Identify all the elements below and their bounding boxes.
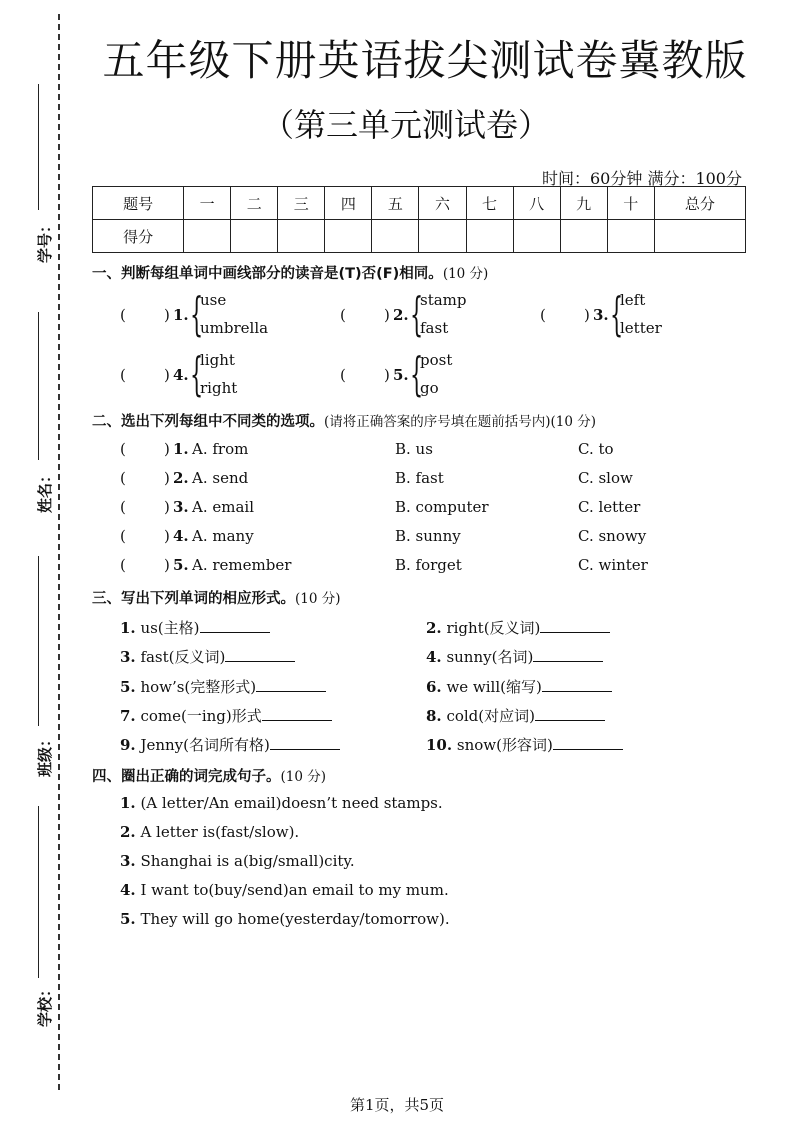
sentence-text: Shanghai is a(big/small)city. [135, 852, 355, 870]
score-cell: 总分 [654, 187, 745, 220]
brace-glyph: { [190, 347, 204, 401]
question-number: 5. [120, 910, 136, 928]
section4-heading [92, 765, 326, 786]
answer-blank[interactable] [270, 735, 340, 750]
section1-heading-text: 一、判断每组单词中画线部分的读音是(T)否(F)相同。 [92, 266, 443, 282]
answer-paren-close: ) [584, 306, 590, 324]
answer-paren-close: ) [384, 306, 390, 324]
word-form-prompt: how’s(完整形式) [135, 678, 257, 696]
answer-blank[interactable] [262, 706, 332, 721]
option-a: A. remember [192, 556, 292, 574]
question-number: 8. [426, 707, 442, 725]
score-input-cell[interactable] [419, 220, 466, 253]
word: go [420, 379, 439, 397]
score-table-header-row [93, 187, 746, 220]
question-number: 1. [173, 440, 189, 458]
score-cell: 七 [466, 187, 513, 220]
question-number: 1. [120, 794, 136, 812]
word-form-item [426, 705, 605, 726]
question-number: 5. [173, 556, 189, 574]
word-form-prompt: us(主格) [135, 619, 200, 637]
word: light [200, 351, 235, 369]
section2-heading-text: 二、选出下列每组中不同类的选项。 [92, 414, 324, 430]
question-number: 3. [173, 498, 189, 516]
score-input-cell[interactable] [278, 220, 325, 253]
page-number: 第1页，共5页 [349, 1096, 445, 1114]
option-b: B. forget [395, 556, 462, 574]
sentence-text: I want to(buy/send)an email to my mum. [135, 881, 449, 899]
question-number: 1. [120, 619, 136, 637]
sentence-item [120, 852, 355, 870]
word-form-item [120, 617, 270, 638]
answer-blank[interactable] [542, 677, 612, 692]
answer-paren-open: ( [340, 366, 346, 384]
section3-heading [92, 587, 341, 608]
section1-heading [92, 262, 488, 283]
score-input-cell[interactable] [184, 220, 231, 253]
answer-paren-close: ) [164, 469, 170, 487]
word-form-prompt: Jenny(名词所有格) [135, 736, 270, 754]
answer-blank[interactable] [535, 706, 605, 721]
option-c: C. letter [578, 498, 641, 516]
question-number: 2. [120, 823, 136, 841]
class-label: 班级： [36, 731, 55, 778]
score-input-cell[interactable] [325, 220, 372, 253]
name-line [38, 312, 39, 460]
section1-note: (10 分) [442, 266, 489, 282]
question-number: 6. [426, 678, 442, 696]
option-a: A. send [192, 469, 249, 487]
question-number: 1. [173, 306, 189, 324]
word: fast [420, 319, 449, 337]
word-pair [420, 346, 452, 402]
score-input-cell[interactable] [466, 220, 513, 253]
word-form-item [120, 646, 295, 667]
section4-heading-text: 四、圈出正确的词完成句子。 [92, 769, 281, 785]
answer-blank[interactable] [533, 647, 603, 662]
student-no-line [38, 84, 39, 210]
score-cell: 十 [607, 187, 654, 220]
word-form-item [426, 676, 612, 697]
answer-paren-open: ( [540, 306, 546, 324]
sentence-text: They will go home(yesterday/tomorrow). [135, 910, 450, 928]
answer-blank[interactable] [553, 735, 623, 750]
binding-dashed-line [58, 14, 60, 1090]
section2-heading [92, 410, 596, 431]
word-pair [420, 286, 467, 342]
option-a: A. from [192, 440, 249, 458]
word: letter [620, 319, 662, 337]
section3-heading-text: 三、写出下列单词的相应形式。 [92, 591, 295, 607]
answer-paren-close: ) [164, 498, 170, 516]
brace-glyph: { [410, 347, 424, 401]
sentence-item [120, 910, 450, 928]
class-line [38, 556, 39, 726]
score-input-cell[interactable] [231, 220, 278, 253]
page-subtitle: （第三单元测试卷） [262, 106, 551, 144]
word-form-item [120, 676, 326, 697]
word-form-prompt: fast(反义词) [135, 648, 226, 666]
answer-paren-open: ( [120, 306, 126, 324]
question-number: 9. [120, 736, 136, 754]
sentence-item [120, 823, 299, 841]
score-cell: 题号 [93, 187, 184, 220]
option-c: C. snowy [578, 527, 647, 545]
score-label-cell: 得分 [93, 220, 184, 253]
score-input-cell[interactable] [654, 220, 745, 253]
section4-note: (10 分) [280, 769, 327, 785]
answer-paren-close: ) [164, 527, 170, 545]
word-form-prompt: cold(对应词) [441, 707, 535, 725]
score-cell: 五 [372, 187, 419, 220]
word-form-prompt: sunny(名词) [441, 648, 534, 666]
option-b: B. computer [395, 498, 489, 516]
score-table [92, 186, 746, 253]
score-cell: 一 [184, 187, 231, 220]
sentence-item [120, 881, 449, 899]
question-number: 5. [120, 678, 136, 696]
word-form-prompt: we will(缩写) [441, 678, 542, 696]
score-input-cell[interactable] [513, 220, 560, 253]
brace-glyph: { [410, 287, 424, 341]
word: post [420, 351, 453, 369]
score-cell: 四 [325, 187, 372, 220]
sentence-text: A letter is(fast/slow). [135, 823, 300, 841]
score-input-cell[interactable] [607, 220, 654, 253]
word-form-prompt: snow(形容词) [452, 736, 553, 754]
answer-paren-close: ) [164, 440, 170, 458]
answer-paren-close: ) [384, 366, 390, 384]
word: stamp [420, 291, 467, 309]
word-form-item [426, 617, 610, 638]
word-form-item [426, 646, 603, 667]
answer-paren-open: ( [120, 498, 126, 516]
word: left [620, 291, 646, 309]
score-cell: 六 [419, 187, 466, 220]
question-number: 2. [426, 619, 442, 637]
answer-paren-open: ( [340, 306, 346, 324]
word-form-prompt: come(一ing)形式 [135, 707, 262, 725]
score-cell: 二 [231, 187, 278, 220]
answer-paren-open: ( [120, 366, 126, 384]
option-c: C. winter [578, 556, 648, 574]
word-form-prompt: right(反义词) [441, 619, 541, 637]
question-number: 3. [120, 852, 136, 870]
option-b: B. fast [395, 469, 444, 487]
score-cell: 三 [278, 187, 325, 220]
question-number: 7. [120, 707, 136, 725]
school-label: 学校： [36, 981, 55, 1028]
sentence-text: (A letter/An email)doesn’t need stamps. [135, 794, 443, 812]
question-number: 4. [173, 527, 189, 545]
answer-paren-close: ) [164, 366, 170, 384]
answer-paren-close: ) [164, 306, 170, 324]
question-number: 10. [426, 736, 453, 754]
option-a: A. many [192, 527, 254, 545]
score-input-cell[interactable] [372, 220, 419, 253]
question-number: 2. [173, 469, 189, 487]
page-title: 五年级下册英语拔尖测试卷冀教版 [102, 36, 748, 85]
question-number: 2. [393, 306, 409, 324]
word-form-item [120, 705, 332, 726]
option-c: C. to [578, 440, 614, 458]
option-b: B. sunny [395, 527, 461, 545]
section2-note: (请将正确答案的序号填在题前括号内)(10 分) [324, 414, 597, 430]
word-pair [200, 286, 268, 342]
answer-blank[interactable] [256, 677, 326, 692]
question-number: 3. [593, 306, 609, 324]
answer-paren-open: ( [120, 527, 126, 545]
student-no-label: 学号： [36, 217, 55, 264]
answer-blank[interactable] [200, 618, 270, 633]
score-cell: 八 [513, 187, 560, 220]
word: right [200, 379, 238, 397]
option-b: B. us [395, 440, 433, 458]
name-label: 姓名： [36, 467, 55, 514]
word-form-item [426, 734, 623, 755]
question-number: 3. [120, 648, 136, 666]
word-form-item [120, 734, 340, 755]
school-line [38, 806, 39, 978]
answer-blank[interactable] [225, 647, 295, 662]
question-number: 5. [393, 366, 409, 384]
question-number: 4. [426, 648, 442, 666]
section3-note: (10 分) [295, 591, 341, 607]
option-c: C. slow [578, 469, 633, 487]
question-number: 4. [173, 366, 189, 384]
time-info: 时间：60分钟 满分：100分 [542, 169, 742, 188]
answer-paren-open: ( [120, 469, 126, 487]
answer-paren-open: ( [120, 440, 126, 458]
word: use [200, 291, 227, 309]
word-pair [200, 346, 237, 402]
option-a: A. email [192, 498, 255, 516]
word-pair [620, 286, 662, 342]
score-table-score-row [93, 220, 746, 253]
brace-glyph: { [190, 287, 204, 341]
score-input-cell[interactable] [560, 220, 607, 253]
question-number: 4. [120, 881, 136, 899]
answer-blank[interactable] [540, 618, 610, 633]
score-cell: 九 [560, 187, 607, 220]
sentence-item [120, 794, 443, 812]
answer-paren-open: ( [120, 556, 126, 574]
brace-glyph: { [610, 287, 624, 341]
word: umbrella [200, 319, 269, 337]
answer-paren-close: ) [164, 556, 170, 574]
